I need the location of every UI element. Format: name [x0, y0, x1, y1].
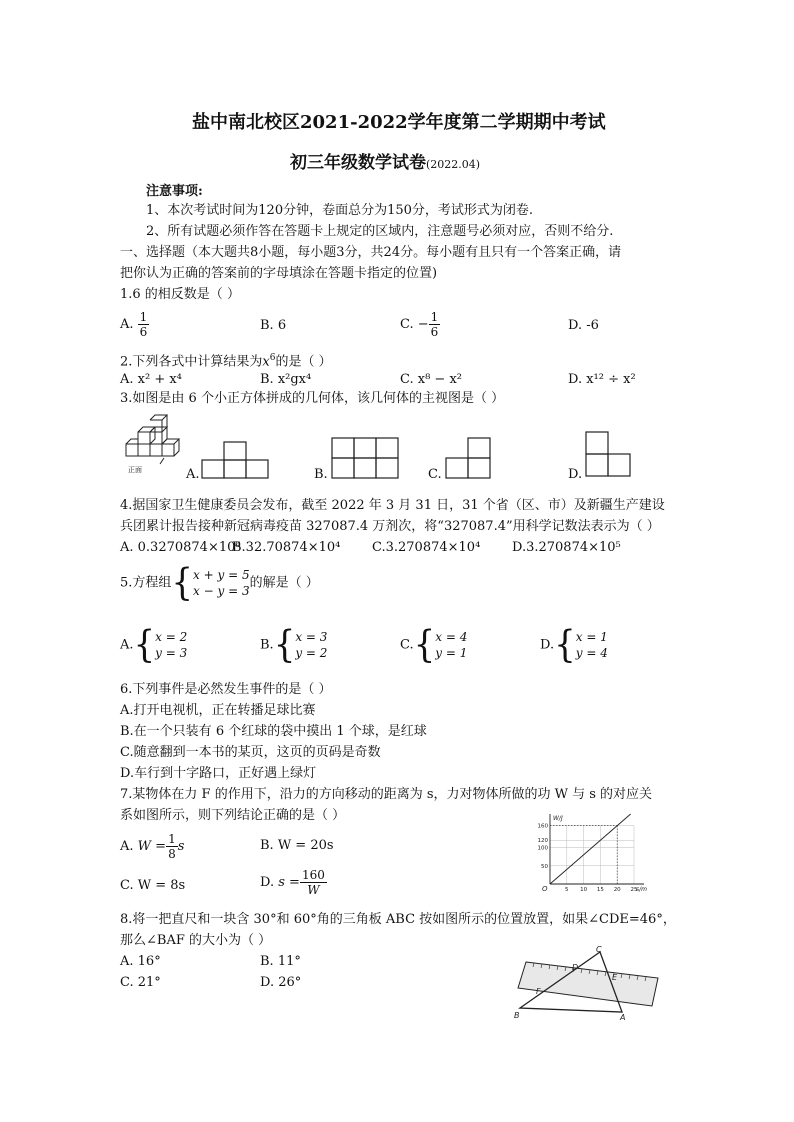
q5-d-label: D.: [540, 637, 555, 653]
label-d: D: [572, 963, 579, 972]
q5-stem: [120, 561, 319, 605]
q6-option-b: B.在一个只装有 6 个红球的袋中摸出 1 个球，是红球: [120, 724, 427, 739]
q7-d-den: W: [307, 883, 320, 897]
q5-b-label: B.: [260, 637, 274, 653]
front-label: 正面: [128, 466, 142, 474]
q5-option-b: [260, 623, 328, 667]
q1-c-num: 1: [430, 310, 439, 324]
q5-c-label: C.: [400, 637, 414, 653]
q5-eq1: x + y = 5: [193, 568, 250, 582]
q5-a-system: [155, 629, 187, 661]
q5-a-l2: y = 3: [155, 646, 188, 660]
q7-option-d: [260, 868, 327, 897]
q3-option-d-figure: [584, 430, 636, 482]
graph-x-label: s/m: [636, 886, 647, 892]
q2-stem-post: 的是（ ）: [275, 354, 332, 370]
q7-option-b: B. W = 20s: [260, 838, 334, 853]
q7-d-label: D.: [260, 875, 275, 890]
q3-cube-figure: [124, 414, 184, 480]
q8-option-c: C. 21°: [120, 975, 161, 990]
subtitle-text: 初三年级数学试卷: [290, 153, 426, 173]
q5-b-system: [295, 629, 327, 661]
section1-instructions-line1: 一、选择题（本大题共8小题，每小题3分，共24分。每小题有且只有一个答案正确，请: [120, 245, 622, 260]
q5-b-l1: x = 3: [295, 630, 328, 644]
q1-c-den: 6: [430, 325, 439, 339]
q3-option-c-label: C.: [428, 467, 442, 482]
q2-option-b: B. x²gx⁴: [260, 372, 312, 387]
q1-option-c: [400, 310, 440, 339]
q7-a-pre: W =: [137, 839, 167, 854]
q3-option-c-figure: [444, 436, 496, 482]
q2-stem-pre: 2.下列各式中计算结果为: [120, 354, 263, 370]
q7-a-post: s: [177, 839, 185, 854]
x-tick-label-2: 15: [596, 887, 604, 892]
q8-stem-line1: 8.将一把直尺和一块含 30°和 60°角的三角板 ABC 按如图所示的位置放置，如果∠CDE=46°，: [120, 912, 676, 927]
section1-instructions-line2: 把你认为正确的答案前的字母填涂在答题卡指定的位置): [120, 266, 438, 281]
label-f: F: [536, 987, 541, 996]
q4-option-b: B.32.70874×10⁴: [232, 540, 341, 555]
q3-option-a-figure: [200, 440, 272, 480]
q7-d-fraction: [300, 868, 327, 897]
q5-c-system: [435, 629, 467, 661]
q1-a-label: A.: [120, 317, 134, 332]
q7-work-distance-graph: [530, 812, 650, 892]
label-a: A: [620, 1013, 626, 1022]
q3-option-b-figure: [330, 436, 404, 482]
q5-a-brace: {: [133, 623, 156, 667]
q5-option-a: [120, 623, 188, 667]
q8-option-d: D. 26°: [260, 975, 302, 990]
notes-heading: 注意事项:: [146, 184, 203, 199]
q5-option-d: [540, 623, 608, 667]
q1-stem: 1.6 的相反数是（ ）: [120, 287, 240, 302]
q7-d-num: 160: [301, 868, 325, 882]
q5-eq2: x − y = 3: [193, 584, 250, 598]
y-tick-label-0: 160: [537, 823, 548, 830]
q1-a-num: 1: [139, 310, 148, 324]
q3-stem: 3.如图是由 6 个小正方体拼成的几何体，该几何体的主视图是（ ）: [120, 391, 505, 406]
q6-option-a: A.打开电视机，正在转播足球比赛: [120, 703, 316, 718]
q2-stem: [120, 350, 332, 370]
q6-stem: 6.下列事件是必然发生事件的是（ ）: [120, 682, 332, 697]
q7-stem-line2: 系如图所示，则下列结论正确的是（ ）: [120, 808, 346, 823]
q7-option-c: C. W = 8s: [120, 878, 186, 893]
q5-b-brace: {: [273, 623, 296, 667]
q5-d-l2: y = 4: [575, 646, 608, 660]
q2-stem-var: x: [262, 354, 270, 370]
q2-option-a: A. x² + x⁴: [120, 372, 182, 387]
q2-stem-exp: 6: [269, 353, 276, 363]
q5-system: [193, 567, 250, 599]
q1-option-d: D. -6: [568, 318, 599, 333]
exam-subtitle: [290, 148, 480, 173]
q1-a-den: 6: [139, 325, 148, 339]
q5-a-label: A.: [120, 637, 134, 653]
x-tick-label-1: 10: [580, 887, 588, 892]
q7-a-num: 1: [168, 832, 176, 846]
exam-date: (2022.04): [426, 158, 481, 171]
q4-stem-line1: 4.据国家卫生健康委员会发布，截至 2022 年 3 月 31 日，31 个省（区、市）及新疆生产建设: [120, 498, 665, 513]
note-1: 1、本次考试时间为120分钟，卷面总分为150分，考试形式为闭卷.: [146, 203, 534, 218]
q4-option-a: A. 0.3270874×10⁶: [120, 540, 241, 555]
series-line-w: [550, 814, 631, 884]
x-tick-label-4: 25: [630, 887, 638, 892]
q5-b-l2: y = 2: [295, 646, 328, 660]
q4-stem-line2: 兵团累计报告接种新冠病毒疫苗 327087.4 万剂次，将“327087.4”用科学记数法表示为（ ）: [120, 519, 660, 534]
x-tick-label-0: 5: [565, 887, 569, 892]
q5-c-l2: y = 1: [435, 646, 468, 660]
q5-option-c: [400, 623, 468, 667]
q5-a-l1: x = 2: [155, 630, 188, 644]
ruler: [518, 962, 658, 1006]
q3-option-b-label: B.: [314, 467, 328, 482]
graph-y-label: W/J: [553, 815, 563, 822]
q5-d-system: [576, 629, 608, 661]
q6-option-c: C.随意翻到一本书的某页，这页的页码是奇数: [120, 745, 381, 760]
y-tick-label-2: 100: [537, 845, 548, 852]
graph-origin: O: [542, 885, 548, 892]
q5-c-brace: {: [413, 623, 436, 667]
q5-brace: {: [171, 561, 194, 605]
q8-ruler-triangle-figure: [510, 942, 660, 1022]
note-2: 2、所有试题必须作答在答题卡上规定的区域内，注意题号必须对应，否则不给分.: [146, 224, 614, 239]
q1-c-label: C.: [400, 317, 414, 332]
exam-title: 盐中南北校区2021-2022学年度第二学期期中考试: [192, 112, 606, 133]
x-tick-label-3: 20: [613, 887, 621, 892]
q3-option-a-label: A.: [186, 467, 200, 482]
q7-a-fraction: [166, 832, 178, 861]
q6-option-d: D.车行到十字路口，正好遇上绿灯: [120, 766, 317, 781]
q2-option-d: D. x¹² ÷ x²: [568, 372, 636, 387]
label-e: E: [612, 973, 618, 982]
q3-option-d-label: D.: [568, 467, 583, 482]
q5-stem-post: 的解是（ ）: [249, 575, 319, 591]
q8-option-b: B. 11°: [260, 954, 301, 969]
q7-a-label: A.: [120, 839, 134, 854]
q7-option-a: [120, 832, 184, 861]
graph-axes: [550, 814, 644, 884]
q8-stem-line2: 那么∠BAF 的大小为（ ）: [120, 933, 272, 948]
q1-option-a: [120, 310, 149, 339]
label-b: B: [514, 1011, 520, 1020]
q4-option-c: C.3.270874×10⁴: [372, 540, 481, 555]
y-tick-label-1: 120: [537, 838, 548, 845]
y-tick-label-3: 50: [541, 863, 548, 870]
q5-c-l1: x = 4: [435, 630, 468, 644]
q5-d-l1: x = 1: [575, 630, 608, 644]
q7-stem-line1: 7.某物体在力 F 的作用下，沿力的方向移动的距离为 s，力对物体所做的功 W 与 s 的对应关: [120, 787, 653, 802]
q5-stem-pre: 5.方程组: [120, 575, 172, 591]
q7-a-den: 8: [168, 847, 176, 861]
q1-c-sign: −: [417, 317, 429, 332]
q7-d-pre: s =: [278, 875, 300, 890]
q8-option-a: A. 16°: [120, 954, 161, 969]
q4-option-d: D.3.270874×10⁵: [512, 540, 621, 555]
q2-option-c: C. x⁸ − x²: [400, 372, 462, 387]
q1-a-fraction: [138, 310, 150, 339]
label-c: C: [596, 945, 602, 954]
q1-c-fraction: [429, 310, 441, 339]
q5-d-brace: {: [554, 623, 576, 667]
q1-option-b: B. 6: [260, 318, 287, 333]
